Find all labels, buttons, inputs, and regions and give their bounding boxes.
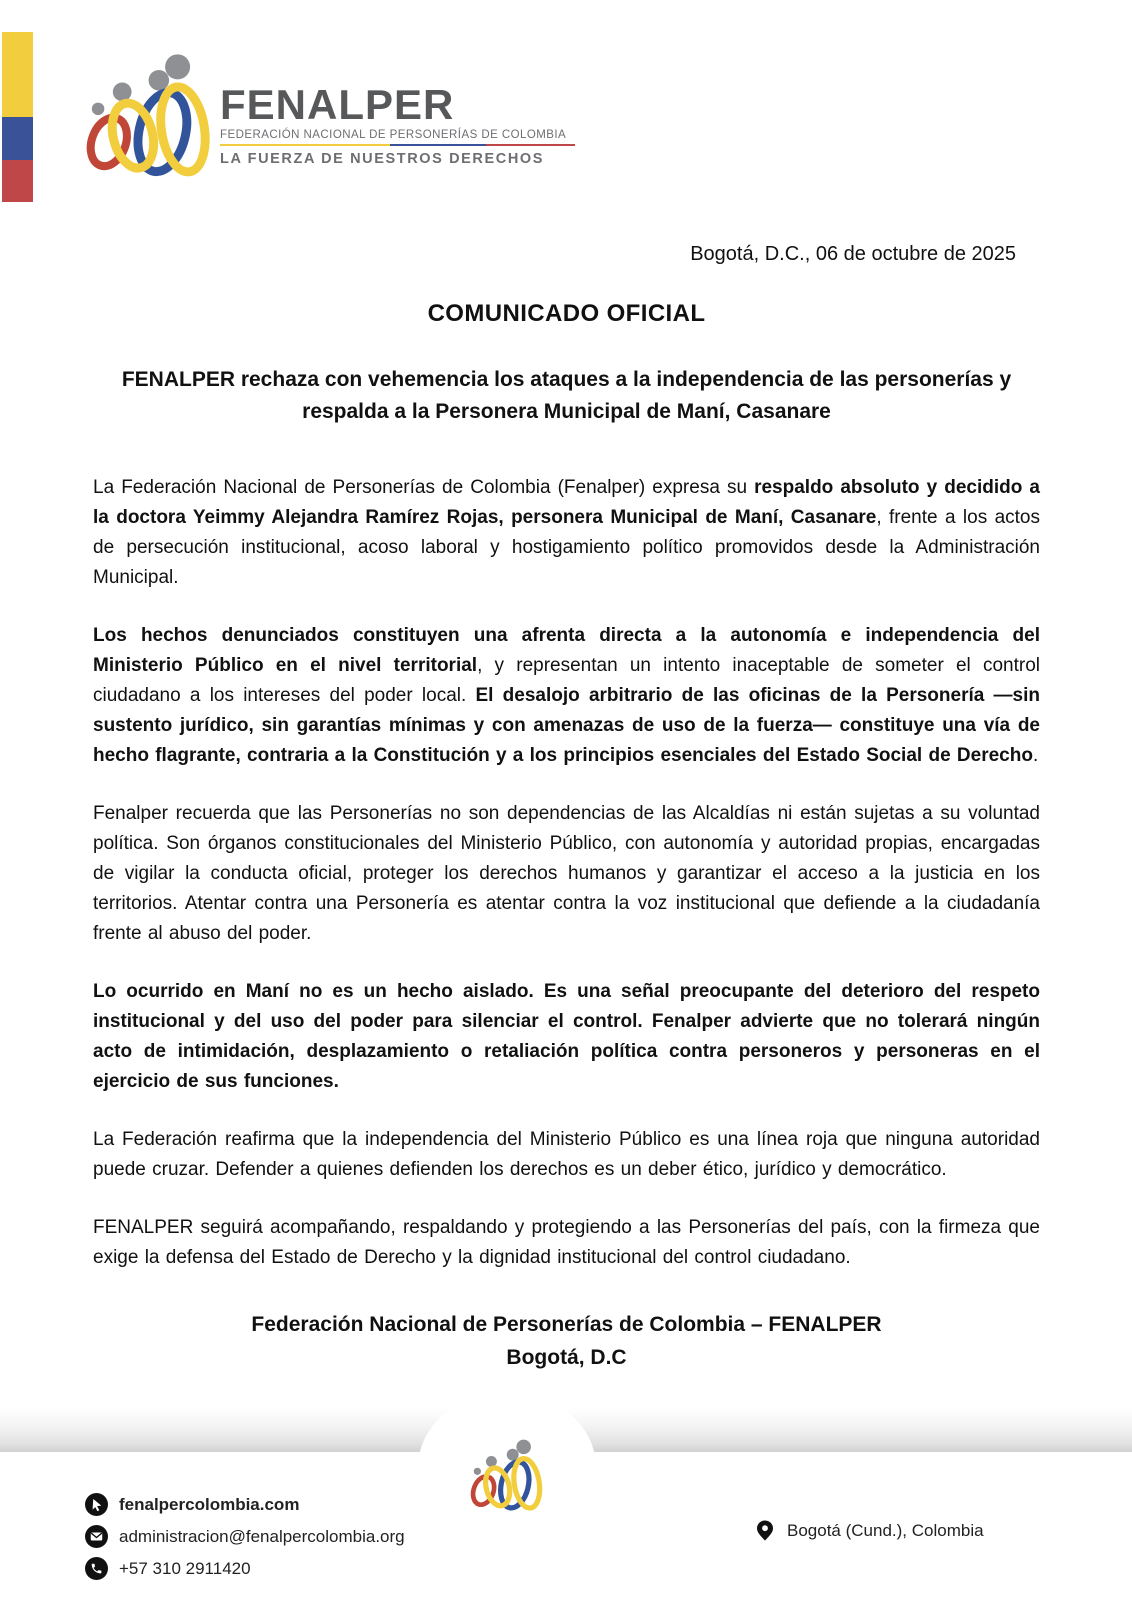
paragraph-5: La Federación reafirma que la independencia del Ministerio Público es una línea roja que ninguna autoridad puede cruzar. Defender a quienes defienden los derechos es un deber ético, jurídico y democrático. — [93, 1129, 1040, 1180]
brand-tagline: LA FUERZA DE NUESTROS DERECHOS — [220, 151, 545, 167]
paragraph-2: Los hechos denunciados constituyen una afrenta directa a la autonomía e independencia del Ministerio Público en el nivel territorial, y representan un intento inaceptable de someter el control ciudadano a los intereses del poder local. El desalojo arbitrario de las oficinas de la Personería —sin sustento jurídico, sin garantías mínimas y con amenazas de uso de la fuerza— constituye una vía de hecho flagrante, contraria a la Constitución y a los principios esenciales del Estado Social de Derecho. — [93, 625, 1040, 766]
paragraph-4: Lo ocurrido en Maní no es un hecho aislado. Es una señal preocupante del deterioro del respeto institucional y del uso del poder para silenciar el control. Fenalper advierte que no tolerará ningún acto de intimidación, desplazamiento o retaliación política contra personeros y personeras en el ejercicio de sus funciones. — [93, 981, 1040, 1092]
location-pin-icon — [753, 1519, 777, 1543]
email-text: administracion@fenalpercolombia.org — [119, 1526, 405, 1546]
phone-icon — [85, 1557, 108, 1580]
rule-blue-segment — [390, 144, 486, 146]
paragraph-3: Fenalper recuerda que las Personerías no son dependencias de las Alcaldías ni están sujetas a su voluntad política. Son órganos constitucionales del Ministerio Público, con autonomía y autoridad propias, encargadas de vigilar la conducta oficial, proteger los derechos humanos y garantizar el acceso a la justicia en los territorios. Atentar contra una Personería es atentar contra la voz institucional que defiende a la ciudadanía frente al abuso del poder. — [93, 803, 1040, 944]
website-cursor-icon — [85, 1493, 108, 1516]
phone-row — [85, 1557, 1047, 1580]
signature-city: Bogotá, D.C — [506, 1345, 627, 1369]
footer-contacts — [85, 1493, 1047, 1589]
signature-organization: Federación Nacional de Personerías de Colombia – FENALPER — [251, 1313, 882, 1336]
signature-block — [93, 1309, 1040, 1374]
brand-subtitle: FEDERACIÓN NACIONAL DE PERSONERÍAS DE COLOMBIA — [220, 129, 567, 141]
document-subtitle: FENALPER rechaza con vehemencia los ataques a la independencia de las personerías y respalda a la Personera Municipal de Maní, Casanare — [121, 368, 1012, 423]
rule-yellow-segment — [220, 144, 390, 146]
phone-text: +57 310 2911420 — [119, 1558, 251, 1578]
location-text: Bogotá (Cund.), Colombia — [787, 1521, 984, 1540]
location-row — [753, 1519, 984, 1543]
fenalper-logo-icon — [82, 52, 216, 185]
document-title: COMUNICADO OFICIAL — [427, 300, 706, 327]
brand-tricolor-rule — [220, 144, 575, 146]
paragraph-6: FENALPER seguirá acompañando, respaldando y protegiendo a las Personerías del país, con la firmeza que exige la defensa del Estado de Derecho y la dignidad institucional del control ciudadano. — [93, 1217, 1040, 1268]
email-envelope-icon — [85, 1525, 108, 1548]
colombia-flag-bar — [2, 32, 33, 202]
paragraph-1: La Federación Nacional de Personerías de Colombia (Fenalper) expresa su respaldo absoluto y decidido a la doctora Yeimmy Alejandra Ramírez Rojas, personera Municipal de Maní, Casanare, frente a los actos de persecución institucional, acoso laboral y hostigamiento político promovidos desde la Administración Municipal. — [93, 477, 1040, 588]
date-line: Bogotá, D.C., 06 de octubre de 2025 — [690, 243, 1016, 265]
letter-content — [93, 243, 1040, 1374]
brand-text-block — [220, 81, 640, 167]
flag-yellow-stripe — [2, 32, 33, 117]
flag-red-stripe — [2, 160, 33, 202]
brand-name: FENALPER — [220, 81, 455, 128]
rule-red-segment — [486, 144, 575, 146]
flag-blue-stripe — [2, 117, 33, 160]
website-text: fenalpercolombia.com — [119, 1494, 300, 1514]
website-row — [85, 1493, 1047, 1516]
